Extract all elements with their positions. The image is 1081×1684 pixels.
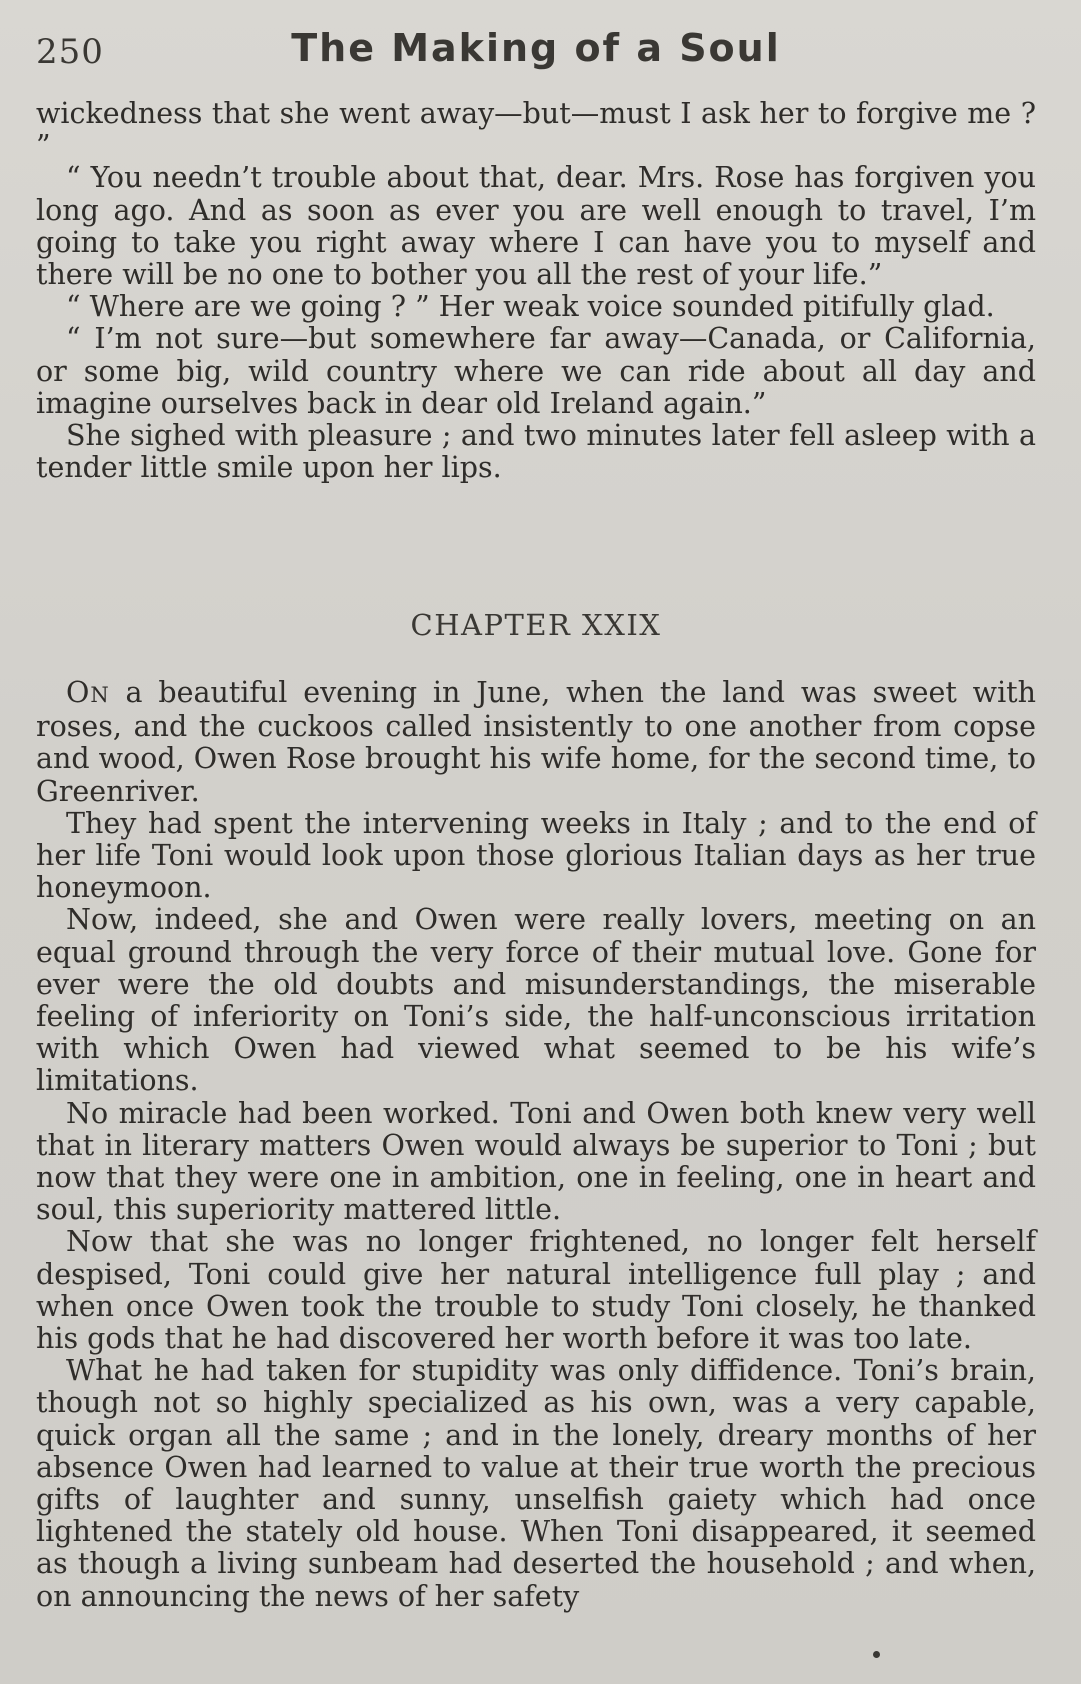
paragraph: Now, indeed, she and Owen were really lovers, meeting on an equal ground through the very force of their mutual love. Gone for ever were the old doubts and misunderstandings, the miserable feeling of inferiority on Toni’s side, the half-unconscious irritation with which Owen had viewed what seemed to be his wife’s limitations.: [36, 903, 1036, 1098]
paragraph: They had spent the intervening weeks in Italy ; and to the end of her life Toni would look upon those glorious Italian days as her true honeymoon.: [36, 806, 1036, 905]
paragraph: “ I’m not sure—but somewhere far away—Canada, or California, or some big, wild country where we can ride about all day and imagine ourselves back in dear old Ireland again.”: [36, 322, 1036, 420]
opening-smallcap: N: [90, 683, 110, 707]
paragraph: No miracle had been worked. Toni and Owen both knew very well that in literary matters Owen would always be superior to Toni ; but now that they were one in ambition, one in feeling, one in heart and soul, this superiority mattered little.: [36, 1096, 1036, 1227]
paragraph: “ Where are we going ? ” Her weak voice sounded pitifully glad.: [66, 290, 995, 324]
running-title: The Making of a Soul: [291, 26, 781, 70]
print-speck: [873, 1651, 880, 1658]
paragraph: What he had taken for stupidity was only diffidence. Toni’s brain, though not so highly specialized as his own, was a very capable, quick organ all the same ; and in the lonely, dreary months of her absence Owen had learned to value at their true worth the precious gifts of laughter and sunny, unselfish gaiety which had once lightened the stately old house. When Toni disappeared, it seemed as though a living sunbeam had deserted the household ; and when, on announcing the news of her safety: [36, 1354, 1036, 1613]
chapter-body: [36, 677, 1036, 1613]
paragraph: wickedness that she went away—but—must I ask her to forgive me ? ”: [36, 97, 1036, 163]
opening-initial: O: [66, 676, 91, 709]
previous-chapter-ending: [36, 98, 1036, 484]
opening-text: a beautiful evening in June, when the land was sweet with roses, and the cuckoos called insistently to one another from copse and wood, Owen Rose brought his wife home, for the second time, to Greenriver.: [36, 676, 1036, 808]
page-header: [36, 18, 1036, 88]
opening-word: [66, 676, 110, 709]
chapter-heading: CHAPTER XXIX: [410, 608, 662, 642]
paragraph: Now that she was no longer frightened, no longer felt herself despised, Toni could give her natural intelligence full play ; and when once Owen took the trouble to study Toni closely, he thanked his gods that he had discovered her worth before it was too late.: [36, 1225, 1036, 1356]
paragraph: She sighed with pleasure ; and two minutes later fell asleep with a tender little smile upon her lips.: [36, 419, 1036, 485]
paragraph: “ You needn’t trouble about that, dear. Mrs. Rose has forgiven you long ago. And as soon as ever you are well enough to travel, I’m going to take you right away where I can have you to myself and there will be no one to bother you all the rest of your life.”: [36, 161, 1036, 292]
page-number: 250: [36, 32, 104, 72]
chapter-opening-paragraph: [36, 677, 1036, 808]
